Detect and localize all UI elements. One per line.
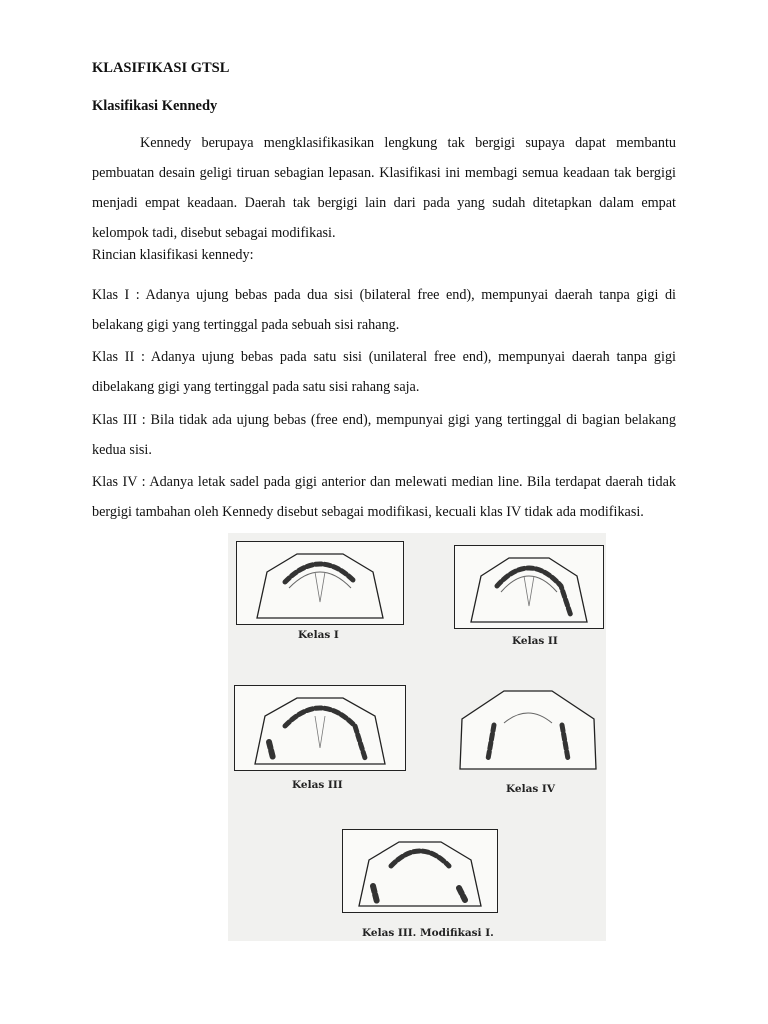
kelas-1-arch-diagram bbox=[237, 542, 403, 624]
kelas-3-panel bbox=[234, 685, 406, 771]
section-heading: Klasifikasi Kennedy bbox=[92, 98, 218, 114]
caption-kelas-4: Kelas IV bbox=[506, 783, 555, 795]
klas-4-paragraph: Klas IV : Adanya letak sadel pada gigi anterior dan melewati median line. Bila terdapat daerah tidak bergigi tambahan oleh Kennedy disebut sebagai modifikasi, kecuali klas IV tidak ada modifikasi. bbox=[92, 474, 676, 520]
kelas-3-modifikasi-1-arch-diagram bbox=[343, 830, 497, 912]
caption-kelas-1: Kelas I bbox=[298, 629, 339, 641]
document-title: KLASIFIKASI GTSL bbox=[92, 60, 230, 76]
kelas-2-arch-diagram bbox=[455, 546, 603, 628]
kelas-4-panel bbox=[454, 689, 602, 773]
kelas-3-arch-diagram bbox=[235, 686, 405, 770]
klas-1-paragraph: Klas I : Adanya ujung bebas pada dua sisi (bilateral free end), mempunyai daerah tanpa gigi di belakang gigi yang tertinggal pada sebuah sisi rahang. bbox=[92, 287, 676, 333]
rincian-paragraph: Rincian klasifikasi kennedy: bbox=[92, 247, 254, 263]
caption-kelas-3: Kelas III bbox=[292, 779, 343, 791]
kelas-2-panel bbox=[454, 545, 604, 629]
intro-paragraph: Kennedy berupaya mengklasifikasikan lengkung tak bergigi supaya dapat membantu pembuatan desain geligi tiruan sebagian lepasan. Klasifikasi ini membagi semua keadaan tak bergigi menjadi empat keadaan. Daerah tak bergigi lain dari pada yang sudah ditetapkan dalam empat kelompok tadi, disebut sebagai modifikasi. bbox=[92, 135, 676, 241]
kelas-4-arch-diagram bbox=[454, 689, 602, 773]
caption-kelas-2: Kelas II bbox=[512, 635, 558, 647]
caption-kelas-3-modifikasi-1: Kelas III. Modifikasi I. bbox=[362, 927, 494, 939]
klas-2-paragraph: Klas II : Adanya ujung bebas pada satu sisi (unilateral free end), mempunyai daerah tanpa gigi dibelakang gigi yang tertinggal pada satu sisi rahang saja. bbox=[92, 349, 676, 395]
kelas-1-panel bbox=[236, 541, 404, 625]
klas-3-paragraph: Klas III : Bila tidak ada ujung bebas (free end), mempunyai gigi yang tertinggal di bagian belakang kedua sisi. bbox=[92, 412, 676, 458]
kelas-3-modifikasi-1-panel bbox=[342, 829, 498, 913]
kennedy-classification-figure bbox=[228, 533, 606, 941]
